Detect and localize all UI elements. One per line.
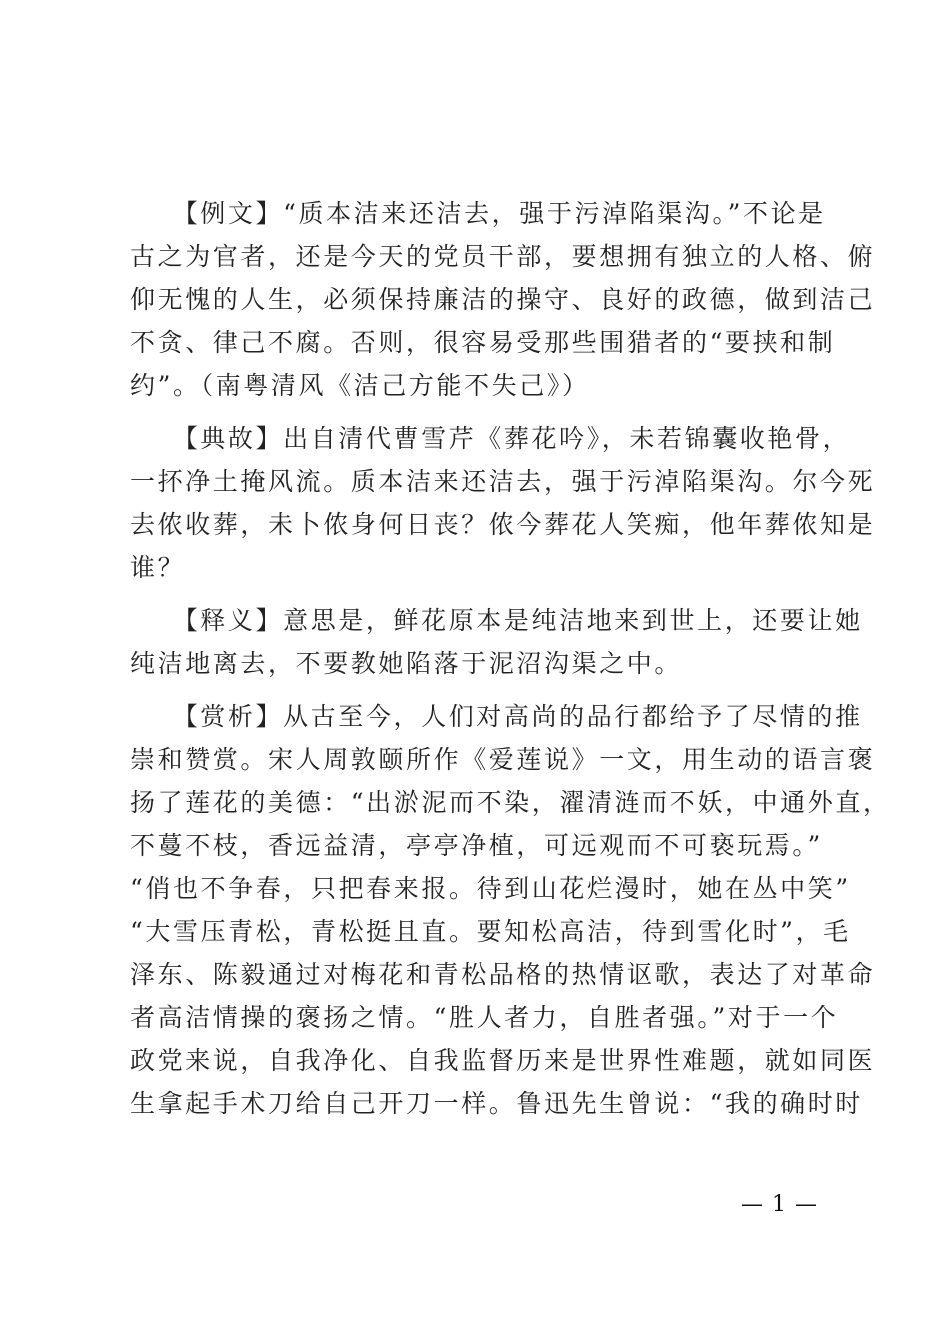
text-line: 扬了莲花的美德：“出淤泥而不染，濯清涟而不妖，中通外直， <box>130 788 891 817</box>
text-line: 谁？ <box>130 553 186 582</box>
text-line: “大雪压青松，青松挺且直。要知松高洁，待到雪化时”，毛 <box>130 917 851 946</box>
paragraph-allusion <box>130 417 876 589</box>
text-line: 生拿起手术刀给自己开刀一样。鲁迅先生曾说：“我的确时时 <box>130 1089 863 1118</box>
text-line: 一抔净土掩风流。质本洁来还洁去，强于污淖陷渠沟。尔今死 <box>130 467 876 496</box>
paragraph-explanation <box>130 599 863 685</box>
paragraph-example <box>130 192 876 407</box>
text-line: 崇和赞赏。宋人周敦颐所作《爱莲说》一文，用生动的语言褒 <box>130 745 876 774</box>
text-line: 泽东、陈毅通过对梅花和青松品格的热情讴歌，表达了对革命 <box>130 960 876 989</box>
text-line: 【典故】出自清代曹雪芹《葬花吟》，未若锦囊收艳骨， <box>130 424 851 453</box>
paragraph-gap <box>130 589 830 599</box>
page-number: — 1 — <box>741 1192 818 1217</box>
text-line: 政党来说，自我净化、自我监督历来是世界性难题，就如同医 <box>130 1046 876 1075</box>
paragraph-gap <box>130 685 830 695</box>
text-line: 不蔓不枝，香远益清，亭亭净植，可远观而不可亵玩焉。” <box>130 831 823 860</box>
text-line: 古之为官者，还是今天的党员干部，要想拥有独立的人格、俯 <box>130 242 876 271</box>
text-line: 仰无愧的人生，必须保持廉洁的操守、良好的政德，做到洁己 <box>130 285 876 314</box>
paragraph-gap <box>130 407 830 417</box>
text-line: 【赏析】从古至今，人们对高尚的品行都给予了尽情的推 <box>130 702 863 731</box>
text-line: 【释义】意思是，鲜花原本是纯洁地来到世上，还要让她 <box>130 606 863 635</box>
body-text <box>130 192 891 1125</box>
text-line: 纯洁地离去，不要教她陷落于泥沼沟渠之中。 <box>130 649 683 678</box>
text-line: 去侬收葬，未卜侬身何日丧？侬今葬花人笑痴，他年葬侬知是 <box>130 510 876 539</box>
text-line: 【例文】“质本洁来还洁去，强于污淖陷渠沟。”不论是 <box>130 199 826 228</box>
paragraph-appreciation <box>130 695 891 1125</box>
text-line: 约”。（南粤清风《洁己方能不失己》） <box>130 371 590 400</box>
text-line: “俏也不争春，只把春来报。待到山花烂漫时，她在丛中笑” <box>130 874 851 903</box>
text-line: 者高洁情操的褒扬之情。“胜人者力，自胜者强。”对于一个 <box>130 1003 839 1032</box>
text-line: 不贪、律己不腐。否则，很容易受那些围猎者的“要挟和制 <box>130 328 836 357</box>
